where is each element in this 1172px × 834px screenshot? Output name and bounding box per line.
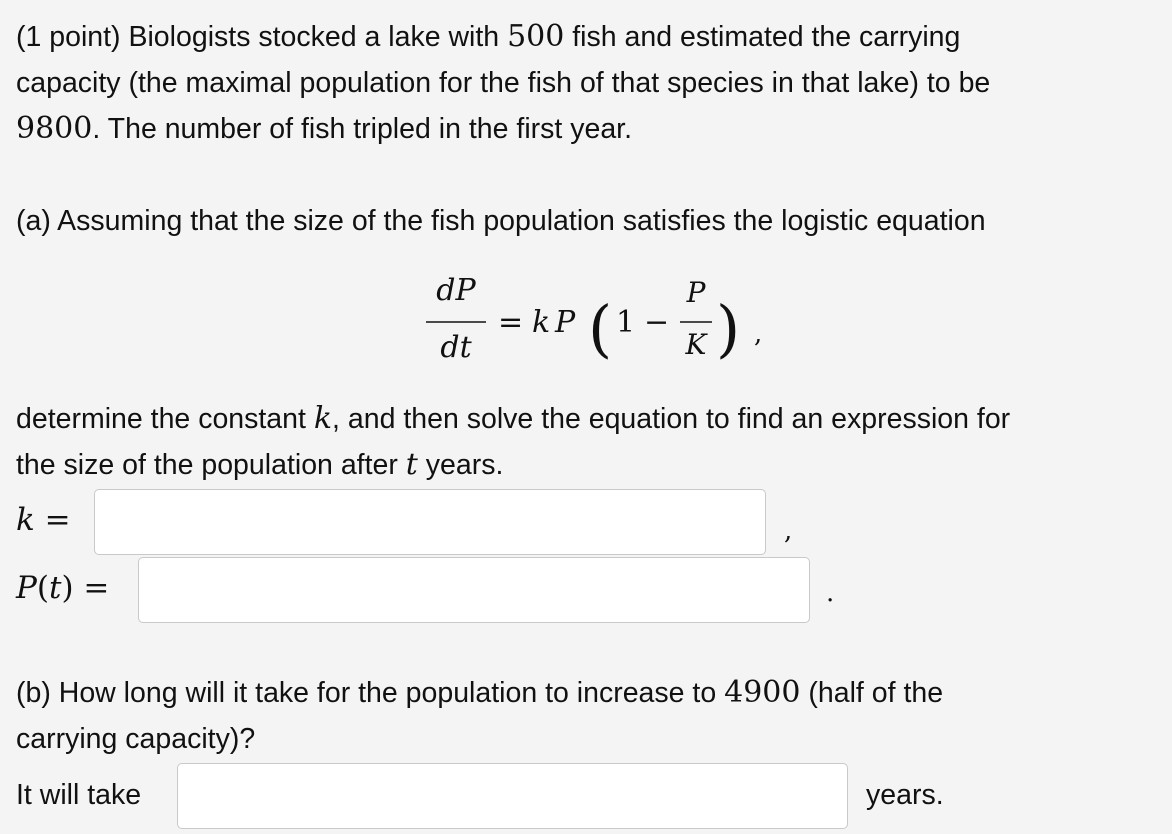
years-unit-text: years.	[866, 779, 944, 811]
t-symbol: t	[405, 447, 418, 482]
part-b-prompt-line-2	[16, 722, 255, 756]
part-b-text: (half of the	[800, 677, 944, 709]
part-b-lead-label	[16, 778, 141, 812]
instruction-text: , and then solve the equation to find an expression for	[332, 403, 1011, 435]
instruction-text: years.	[417, 449, 504, 481]
population-p: P	[555, 305, 576, 340]
growth-constant-k: k	[532, 305, 551, 340]
pt-answer-period: .	[826, 578, 835, 608]
part-a-prompt-text: (a) Assuming that the size of the fish population satisfies the logistic equation	[16, 205, 986, 237]
k-symbol: k	[313, 401, 333, 436]
lhs-numerator: dP	[436, 273, 476, 308]
it-will-take-label: It will take	[16, 779, 142, 811]
intro-text: fish and estimated the carrying	[564, 21, 961, 53]
target-population: 4900	[724, 675, 801, 710]
logistic-equation	[420, 272, 800, 372]
instruction-text: the size of the population after	[16, 449, 406, 481]
years-unit-label	[866, 778, 944, 812]
minus-sign: −	[644, 305, 670, 340]
problem-intro-line-2	[16, 66, 990, 100]
part-a-instructions-line-2	[16, 448, 503, 482]
pt-label-t: t	[48, 570, 62, 606]
intro-text: capacity (the maximal population for the fish of that species in that lake) to be	[16, 67, 991, 99]
problem-intro-line-1	[16, 20, 960, 54]
ratio-denominator: K	[685, 328, 707, 361]
part-b-text: carrying capacity)?	[16, 723, 256, 755]
part-b-prompt-line-1	[16, 676, 943, 710]
k-answer-input[interactable]	[94, 489, 766, 555]
part-a-instructions-line-1	[16, 402, 1010, 436]
ratio-numerator: P	[686, 276, 706, 309]
constant-one: 1	[616, 305, 636, 340]
pt-answer-label	[16, 570, 109, 606]
pt-label-open-paren: (	[36, 570, 49, 606]
pt-label-variable: P	[16, 570, 37, 606]
k-answer-comma: ,	[784, 516, 793, 546]
population-expression-input[interactable]	[138, 557, 810, 623]
carrying-capacity-value: 9800	[16, 111, 93, 146]
instruction-text: determine the constant	[16, 403, 314, 435]
equals-sign: =	[498, 305, 524, 340]
k-label-equals: =	[34, 502, 71, 538]
close-paren: )	[716, 292, 741, 365]
equation-comma: ,	[754, 319, 763, 349]
pt-label-close-paren: )	[61, 570, 74, 606]
open-paren: (	[588, 292, 613, 365]
initial-fish-count: 500	[507, 19, 565, 54]
pt-label-equals: =	[73, 570, 110, 606]
part-b-text: (b) How long will it take for the population to increase to	[16, 677, 725, 709]
intro-text: . The number of fish tripled in the first year.	[92, 113, 633, 145]
k-label-variable: k	[16, 502, 35, 538]
problem-intro-line-3	[16, 112, 632, 146]
part-a-prompt	[16, 204, 986, 238]
intro-text: (1 point) Biologists stocked a lake with	[16, 21, 508, 53]
time-answer-input[interactable]	[177, 763, 848, 829]
k-answer-label	[16, 502, 71, 538]
lhs-denominator: dt	[440, 330, 472, 365]
